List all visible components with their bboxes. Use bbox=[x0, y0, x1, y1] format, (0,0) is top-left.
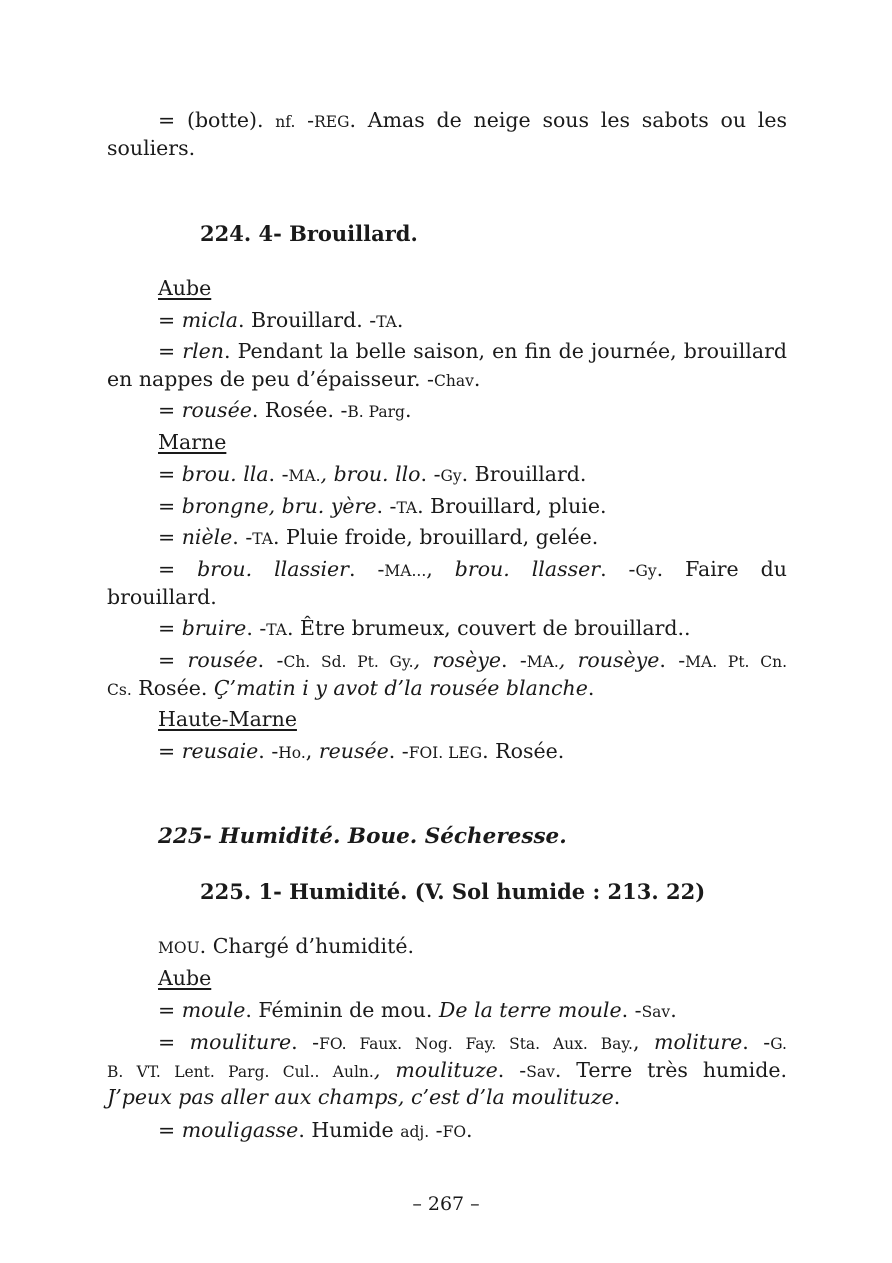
region-aube: Aube bbox=[158, 276, 212, 300]
region-haute-marne: Haute-Marne bbox=[158, 707, 297, 731]
entry-rousee-aube: = rousée. Rosée. -B. Parg. bbox=[158, 398, 412, 422]
entry-rousee-marne-line-1: = rousée. -Ch. Sd. Pt. Gy., rosèye. -MA., rousèye. -MA. Pt. Cn. bbox=[158, 648, 787, 672]
entry-bruire: = bruire. -TA. Être brumeux, couvert de brouillard.. bbox=[158, 616, 691, 640]
entry-rlen-line-1: = rlen. Pendant la belle saison, en fin de journée, brouillard bbox=[158, 339, 787, 363]
entry-mou: MOU. Chargé d’humidité. bbox=[158, 934, 414, 958]
heading-225-1: 225. 1- Humidité. (V. Sol humide : 213. 22) bbox=[200, 879, 706, 904]
entry-mouliture-line-3: J’peux pas aller aux champs, c’est d’la moulituze. bbox=[107, 1085, 621, 1109]
entry-botte-line-2: souliers. bbox=[107, 136, 196, 160]
page-number: – 267 – bbox=[412, 1193, 480, 1215]
entry-reusaie: = reusaie. -Ho., reusée. -FOI. LEG. Rosée. bbox=[158, 739, 565, 763]
entry-rlen-line-2: en nappes de peu d’épaisseur. -Chav. bbox=[107, 367, 481, 391]
entry-botte-line-1: = (botte). nf. -REG. Amas de neige sous les sabots ou les bbox=[158, 108, 788, 132]
region-marne: Marne bbox=[158, 430, 227, 454]
entry-rousee-marne-line-2: Cs. Rosée. Ç’matin i y avot d’la rousée blanche. bbox=[107, 676, 595, 700]
entry-mouliture-line-2: B. VT. Lent. Parg. Cul.. Auln., moulituze. -Sav. Terre très humide. bbox=[107, 1058, 787, 1082]
entry-broullassier-line-1: = brou. llassier. -MA..., brou. llasser. -Gy. Faire du bbox=[158, 557, 787, 581]
entry-broullassier-line-2: brouillard. bbox=[107, 585, 217, 609]
entry-moule: = moule. Féminin de mou. De la terre moule. -Sav. bbox=[158, 998, 677, 1022]
entry-micla: = micla. Brouillard. -TA. bbox=[158, 308, 404, 332]
heading-224-4: 224. 4- Brouillard. bbox=[200, 221, 418, 246]
heading-225: 225- Humidité. Boue. Sécheresse. bbox=[158, 824, 567, 849]
entry-broulla: = brou. lla. -MA., brou. llo. -Gy. Brouillard. bbox=[158, 462, 587, 486]
entry-mouliture-line-1: = mouliture. -FO. Faux. Nog. Fay. Sta. Aux. Bay., moliture. -G. bbox=[158, 1030, 787, 1054]
entry-niele: = nièle. -TA. Pluie froide, brouillard, gelée. bbox=[158, 525, 599, 549]
entry-brongne: = brongne, bru. yère. -TA. Brouillard, pluie. bbox=[158, 494, 607, 518]
region-aube-2: Aube bbox=[158, 966, 212, 990]
entry-mouligasse: = mouligasse. Humide adj. -FO. bbox=[158, 1118, 473, 1142]
